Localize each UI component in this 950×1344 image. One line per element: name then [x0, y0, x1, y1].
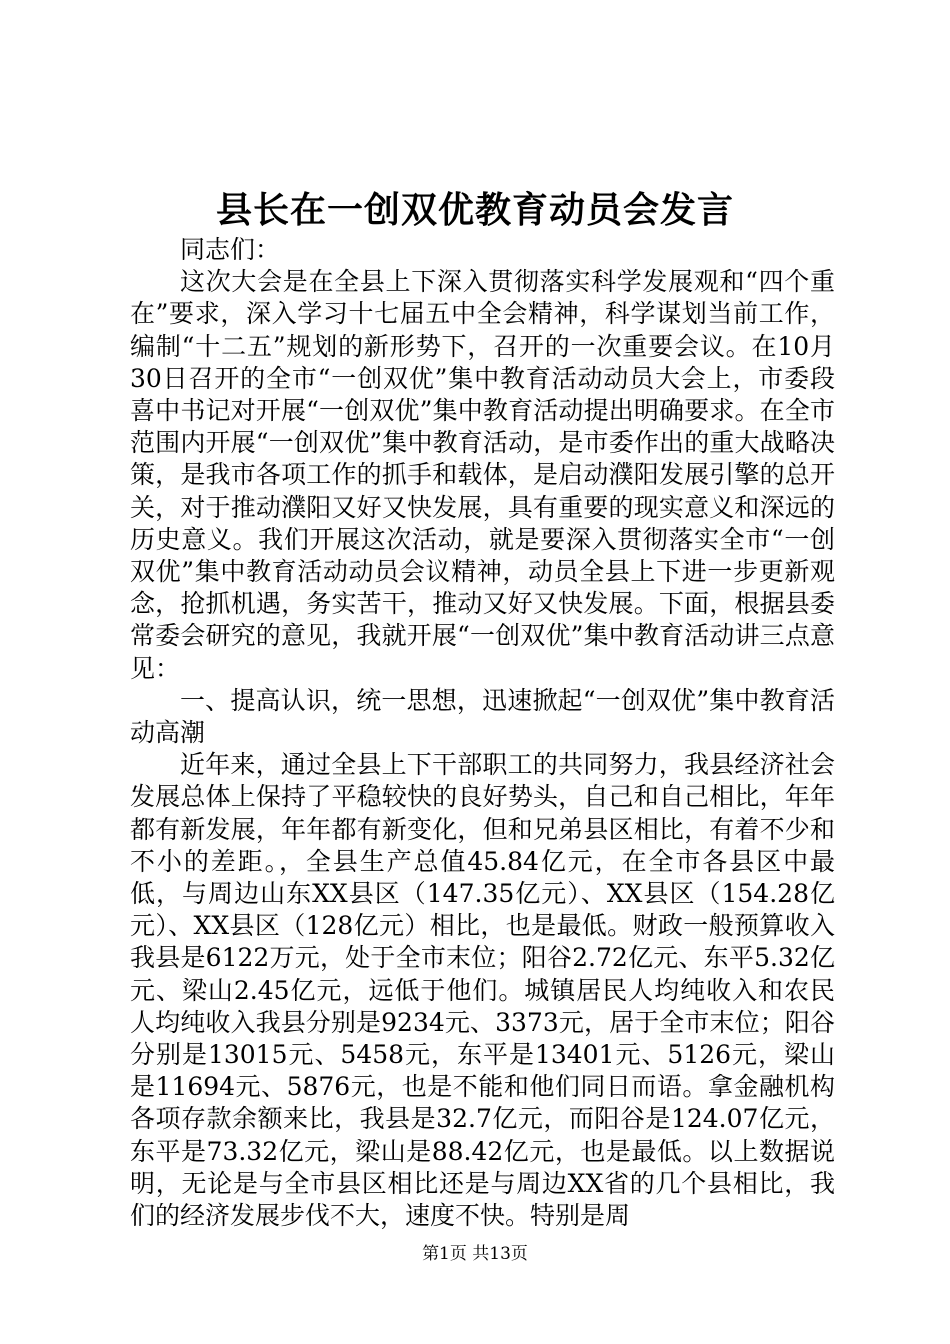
section-heading: 一、提高认识，统一思想，迅速掀起“一创双优”集中教育活动高潮: [130, 685, 835, 748]
document-title: 县长在一创双优教育动员会发言: [215, 189, 734, 231]
salutation: 同志们：: [180, 235, 281, 264]
body-paragraph: 这次大会是在全县上下深入贯彻落实科学发展观和“四个重在”要求，深入学习十七届五中全会精神，科学谋划当前工作，编制“十二五”规划的新形势下，召开的一次重要会议。在10月30日召开的全市“一创双优”集中教育活动动员大会上，市委段喜中书记对开展“一创双优”集中教育活动提出明确要求。在全市范围内开展“一创双优”集中教育活动，是市委作出的重大战略决策，是我市各项工作的抓手和载体，是启动濮阳发展引擎的总开关，对于推动濮阳又好又快发展，具有重要的现实意义和深远的历史意义。我们开展这次活动，就是要深入贯彻落实全市“一创双优”集中教育活动动员会议精神，动员全县上下进一步更新观念，抢抓机遇，务实苦干，推动又好又快发展。下面，根据县委常委会研究的意见，我就开展“一创双优”集中教育活动讲三点意见：: [130, 267, 835, 683]
page-footer: 第1页 共13页: [422, 1244, 528, 1264]
document-body: [130, 234, 835, 1232]
body-paragraph: 近年来，通过全县上下干部职工的共同努力，我县经济社会发展总体上保持了平稳较快的良好势头，自己和自己相比，年年都有新发展，年年都有新变化，但和兄弟县区相比，有着不少和不小的差距。，全县生产总值45.84亿元，在全市各县区中最低，与周边山东XX县区（147.35亿元）、XX县区（154.28亿元）、XX县区（128亿元）相比，也是最低。财政一般预算收入我县是6122万元，处于全市末位；阳谷2.72亿元、东平5.32亿元、梁山2.45亿元，远低于他们。城镇居民人均纯收入和农民人均纯收入我县分别是9234元、3373元，居于全市末位；阳谷分别是13015元、5458元，东平是13401元、5126元，梁山是11694元、5876元，也是不能和他们同日而语。拿金融机构各项存款余额来比，我县是32.7亿元，而阳谷是124.07亿元，东平是73.32亿元，梁山是88.42亿元，也是最低。以上数据说明，无论是与全市县区相比还是与周边XX省的几个县相比，我们的经济发展步伐不大，速度不快。特别是周: [130, 750, 835, 1231]
